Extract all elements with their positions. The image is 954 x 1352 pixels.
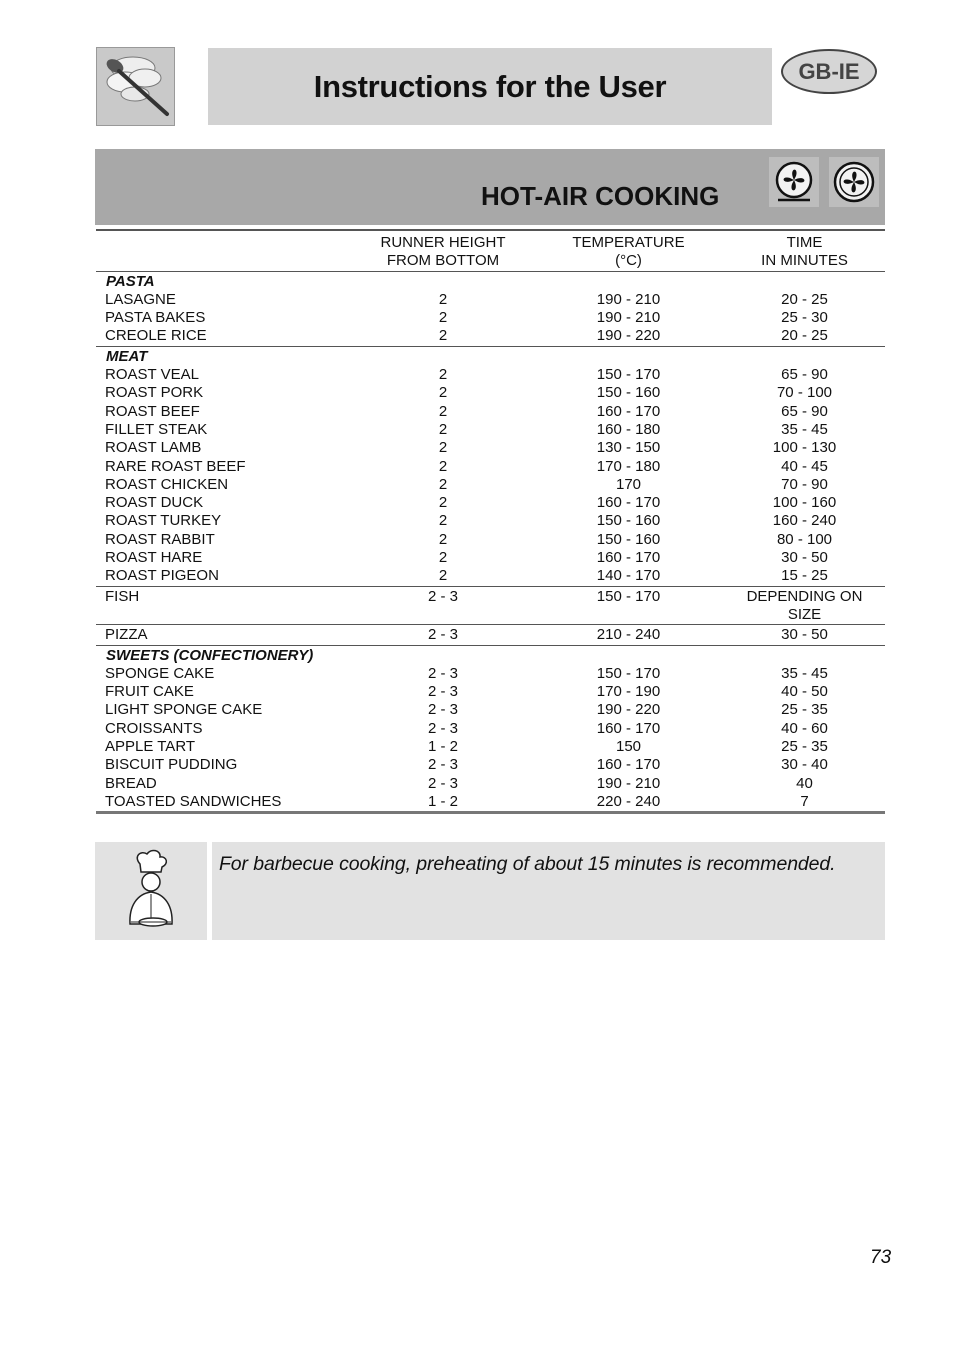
runner-height: 2: [438, 290, 448, 308]
time: 65 - 90: [781, 366, 828, 384]
temperature: 140 - 170: [596, 567, 661, 585]
runner-height: 2: [438, 494, 448, 512]
fan-oven-icon: [769, 157, 819, 207]
food-name: LIGHT SPONGE CAKE: [105, 701, 263, 719]
table-row: [96, 458, 885, 476]
food-name: TOASTED SANDWICHES: [105, 792, 282, 810]
runner-height: 2 - 3: [427, 626, 458, 644]
food-name: CROISSANTS: [105, 719, 203, 737]
temperature: 130 - 150: [596, 439, 661, 457]
runner-height: 2: [438, 366, 448, 384]
time: 40 - 60: [781, 719, 828, 737]
food-name: PIZZA: [105, 626, 148, 644]
table-row: [96, 531, 885, 549]
runner-height: 2: [438, 549, 448, 567]
temperature: 150 - 170: [596, 587, 661, 605]
table-group-fish: [96, 586, 885, 625]
table-row: [96, 476, 885, 494]
food-name: ROAST BEEF: [105, 402, 200, 420]
table-row: [96, 309, 885, 327]
time: DEPENDING ON SIZE: [746, 587, 863, 623]
table-row: [96, 625, 885, 645]
column-header-temperature: TEMPERATURE (°C): [533, 230, 724, 271]
temperature: 170 - 180: [596, 457, 661, 475]
table-row: [96, 775, 885, 793]
chef-spoon-logo-icon: [97, 48, 174, 125]
food-name: ROAST PORK: [105, 384, 204, 402]
table-row: [96, 327, 885, 346]
note-text: For barbecue cooking, preheating of about 15 minutes is recommended.: [219, 853, 836, 875]
temperature: 190 - 210: [596, 309, 661, 327]
column-header-food: [96, 230, 353, 271]
food-name: BISCUIT PUDDING: [105, 756, 238, 774]
temperature: 220 - 240: [596, 792, 661, 810]
time: 25 - 35: [781, 738, 828, 756]
table-row: [96, 683, 885, 701]
table-row: [96, 738, 885, 756]
column-header-time: TIME IN MINUTES: [724, 230, 885, 271]
table-row: [96, 720, 885, 738]
runner-height: 2: [438, 384, 448, 402]
table-row: [96, 384, 885, 402]
temperature: 160 - 170: [596, 719, 661, 737]
food-name: SPONGE CAKE: [105, 664, 215, 682]
time: 35 - 45: [781, 420, 828, 438]
runner-height: 2: [438, 327, 448, 345]
food-name: PASTA BAKES: [105, 309, 206, 327]
temperature: 150 - 160: [596, 512, 661, 530]
table-row: [96, 291, 885, 309]
temperature: 160 - 170: [596, 494, 661, 512]
table-row: [96, 421, 885, 439]
runner-height: 2 - 3: [427, 664, 458, 682]
time: 100 - 160: [772, 494, 837, 512]
runner-height: 2: [438, 475, 448, 493]
time: 30 - 50: [781, 626, 828, 644]
time: 30 - 40: [781, 756, 828, 774]
table-group-sweets: [96, 645, 885, 813]
food-name: LASAGNE: [105, 290, 176, 308]
temperature: 160 - 170: [596, 402, 661, 420]
table-row: [96, 549, 885, 567]
food-name: FISH: [105, 587, 140, 605]
runner-height: 2: [438, 439, 448, 457]
food-name: ROAST CHICKEN: [105, 475, 229, 493]
cooking-table: [96, 229, 885, 814]
temperature: 190 - 220: [596, 327, 661, 345]
language-badge: GB-IE: [781, 49, 877, 94]
category-label: SWEETS (CONFECTIONERY): [106, 646, 314, 664]
time: 30 - 50: [781, 549, 828, 567]
time: 25 - 35: [781, 701, 828, 719]
runner-height: 2: [438, 530, 448, 548]
runner-height: 2 - 3: [427, 719, 458, 737]
time: 25 - 30: [781, 309, 828, 327]
table-group-pizza: [96, 625, 885, 645]
category-label: PASTA: [106, 272, 155, 290]
section-title: HOT-AIR COOKING: [481, 181, 720, 211]
table-header-row: [96, 230, 885, 271]
food-name: CREOLE RICE: [105, 327, 207, 345]
table-row: [96, 494, 885, 512]
temperature: 190 - 220: [596, 701, 661, 719]
table-row: [96, 439, 885, 457]
temperature: 150 - 160: [596, 384, 661, 402]
food-name: BREAD: [105, 774, 157, 792]
temperature: 210 - 240: [596, 626, 661, 644]
food-name: APPLE TART: [105, 738, 196, 756]
category-row: [96, 346, 885, 366]
time: 40 - 50: [781, 683, 828, 701]
food-name: ROAST RABBIT: [105, 530, 215, 548]
table-row: [96, 665, 885, 683]
brand-logo: [96, 47, 175, 126]
table-group-meat: [96, 346, 885, 586]
food-name: ROAST LAMB: [105, 439, 202, 457]
page-title: Instructions for the User: [313, 68, 667, 104]
table-row: [96, 701, 885, 719]
table-row: [96, 567, 885, 586]
time: 7: [800, 792, 809, 810]
temperature: 190 - 210: [596, 290, 661, 308]
temperature: 170: [615, 475, 642, 493]
category-row: [96, 645, 885, 665]
time: 35 - 45: [781, 664, 828, 682]
page-number: 73: [870, 1247, 892, 1268]
runner-height: 2: [438, 420, 448, 438]
runner-height: 2: [438, 309, 448, 327]
food-name: FILLET STEAK: [105, 420, 208, 438]
runner-height: 2: [438, 512, 448, 530]
table-row: [96, 512, 885, 530]
header-bar: [208, 48, 772, 125]
table-group-pasta: [96, 271, 885, 346]
column-header-runner-height: RUNNER HEIGHT FROM BOTTOM: [353, 230, 533, 271]
table-row: [96, 403, 885, 421]
temperature: 150 - 170: [596, 366, 661, 384]
food-name: FRUIT CAKE: [105, 683, 194, 701]
chef-icon: [95, 842, 207, 940]
time: 70 - 90: [781, 475, 828, 493]
temperature: 160 - 170: [596, 549, 661, 567]
food-name: RARE ROAST BEEF: [105, 457, 246, 475]
temperature: 160 - 170: [596, 756, 661, 774]
runner-height: 2 - 3: [427, 756, 458, 774]
runner-height: 2 - 3: [427, 701, 458, 719]
note-icon-panel: [95, 842, 207, 940]
runner-height: 2 - 3: [427, 774, 458, 792]
time: 70 - 100: [776, 384, 833, 402]
time: 80 - 100: [776, 530, 833, 548]
runner-height: 1 - 2: [427, 792, 458, 810]
food-name: ROAST DUCK: [105, 494, 204, 512]
time: 20 - 25: [781, 327, 828, 345]
table-row: [96, 586, 885, 625]
food-name: ROAST PIGEON: [105, 567, 219, 585]
temperature: 150 - 160: [596, 530, 661, 548]
table-row: [96, 793, 885, 813]
temperature: 150 - 170: [596, 664, 661, 682]
food-name: ROAST VEAL: [105, 366, 199, 384]
time: 15 - 25: [781, 567, 828, 585]
time: 40 - 45: [781, 457, 828, 475]
category-label: MEAT: [106, 347, 148, 365]
runner-height: 2: [438, 567, 448, 585]
runner-height: 2 - 3: [427, 683, 458, 701]
temperature: 170 - 190: [596, 683, 661, 701]
time: 40: [796, 774, 813, 792]
temperature: 190 - 210: [596, 774, 661, 792]
time: 65 - 90: [781, 402, 828, 420]
time: 160 - 240: [772, 512, 837, 530]
runner-height: 2: [438, 457, 448, 475]
time: 100 - 130: [772, 439, 837, 457]
runner-height: 1 - 2: [427, 738, 458, 756]
runner-height: 2 - 3: [427, 587, 458, 605]
temperature: 160 - 180: [596, 420, 661, 438]
temperature: 150: [615, 738, 642, 756]
table-row: [96, 366, 885, 384]
category-row: [96, 271, 885, 291]
food-name: ROAST TURKEY: [105, 512, 222, 530]
time: 20 - 25: [781, 290, 828, 308]
table-row: [96, 756, 885, 774]
runner-height: 2: [438, 402, 448, 420]
fan-element-icon: [829, 157, 879, 207]
food-name: ROAST HARE: [105, 549, 203, 567]
